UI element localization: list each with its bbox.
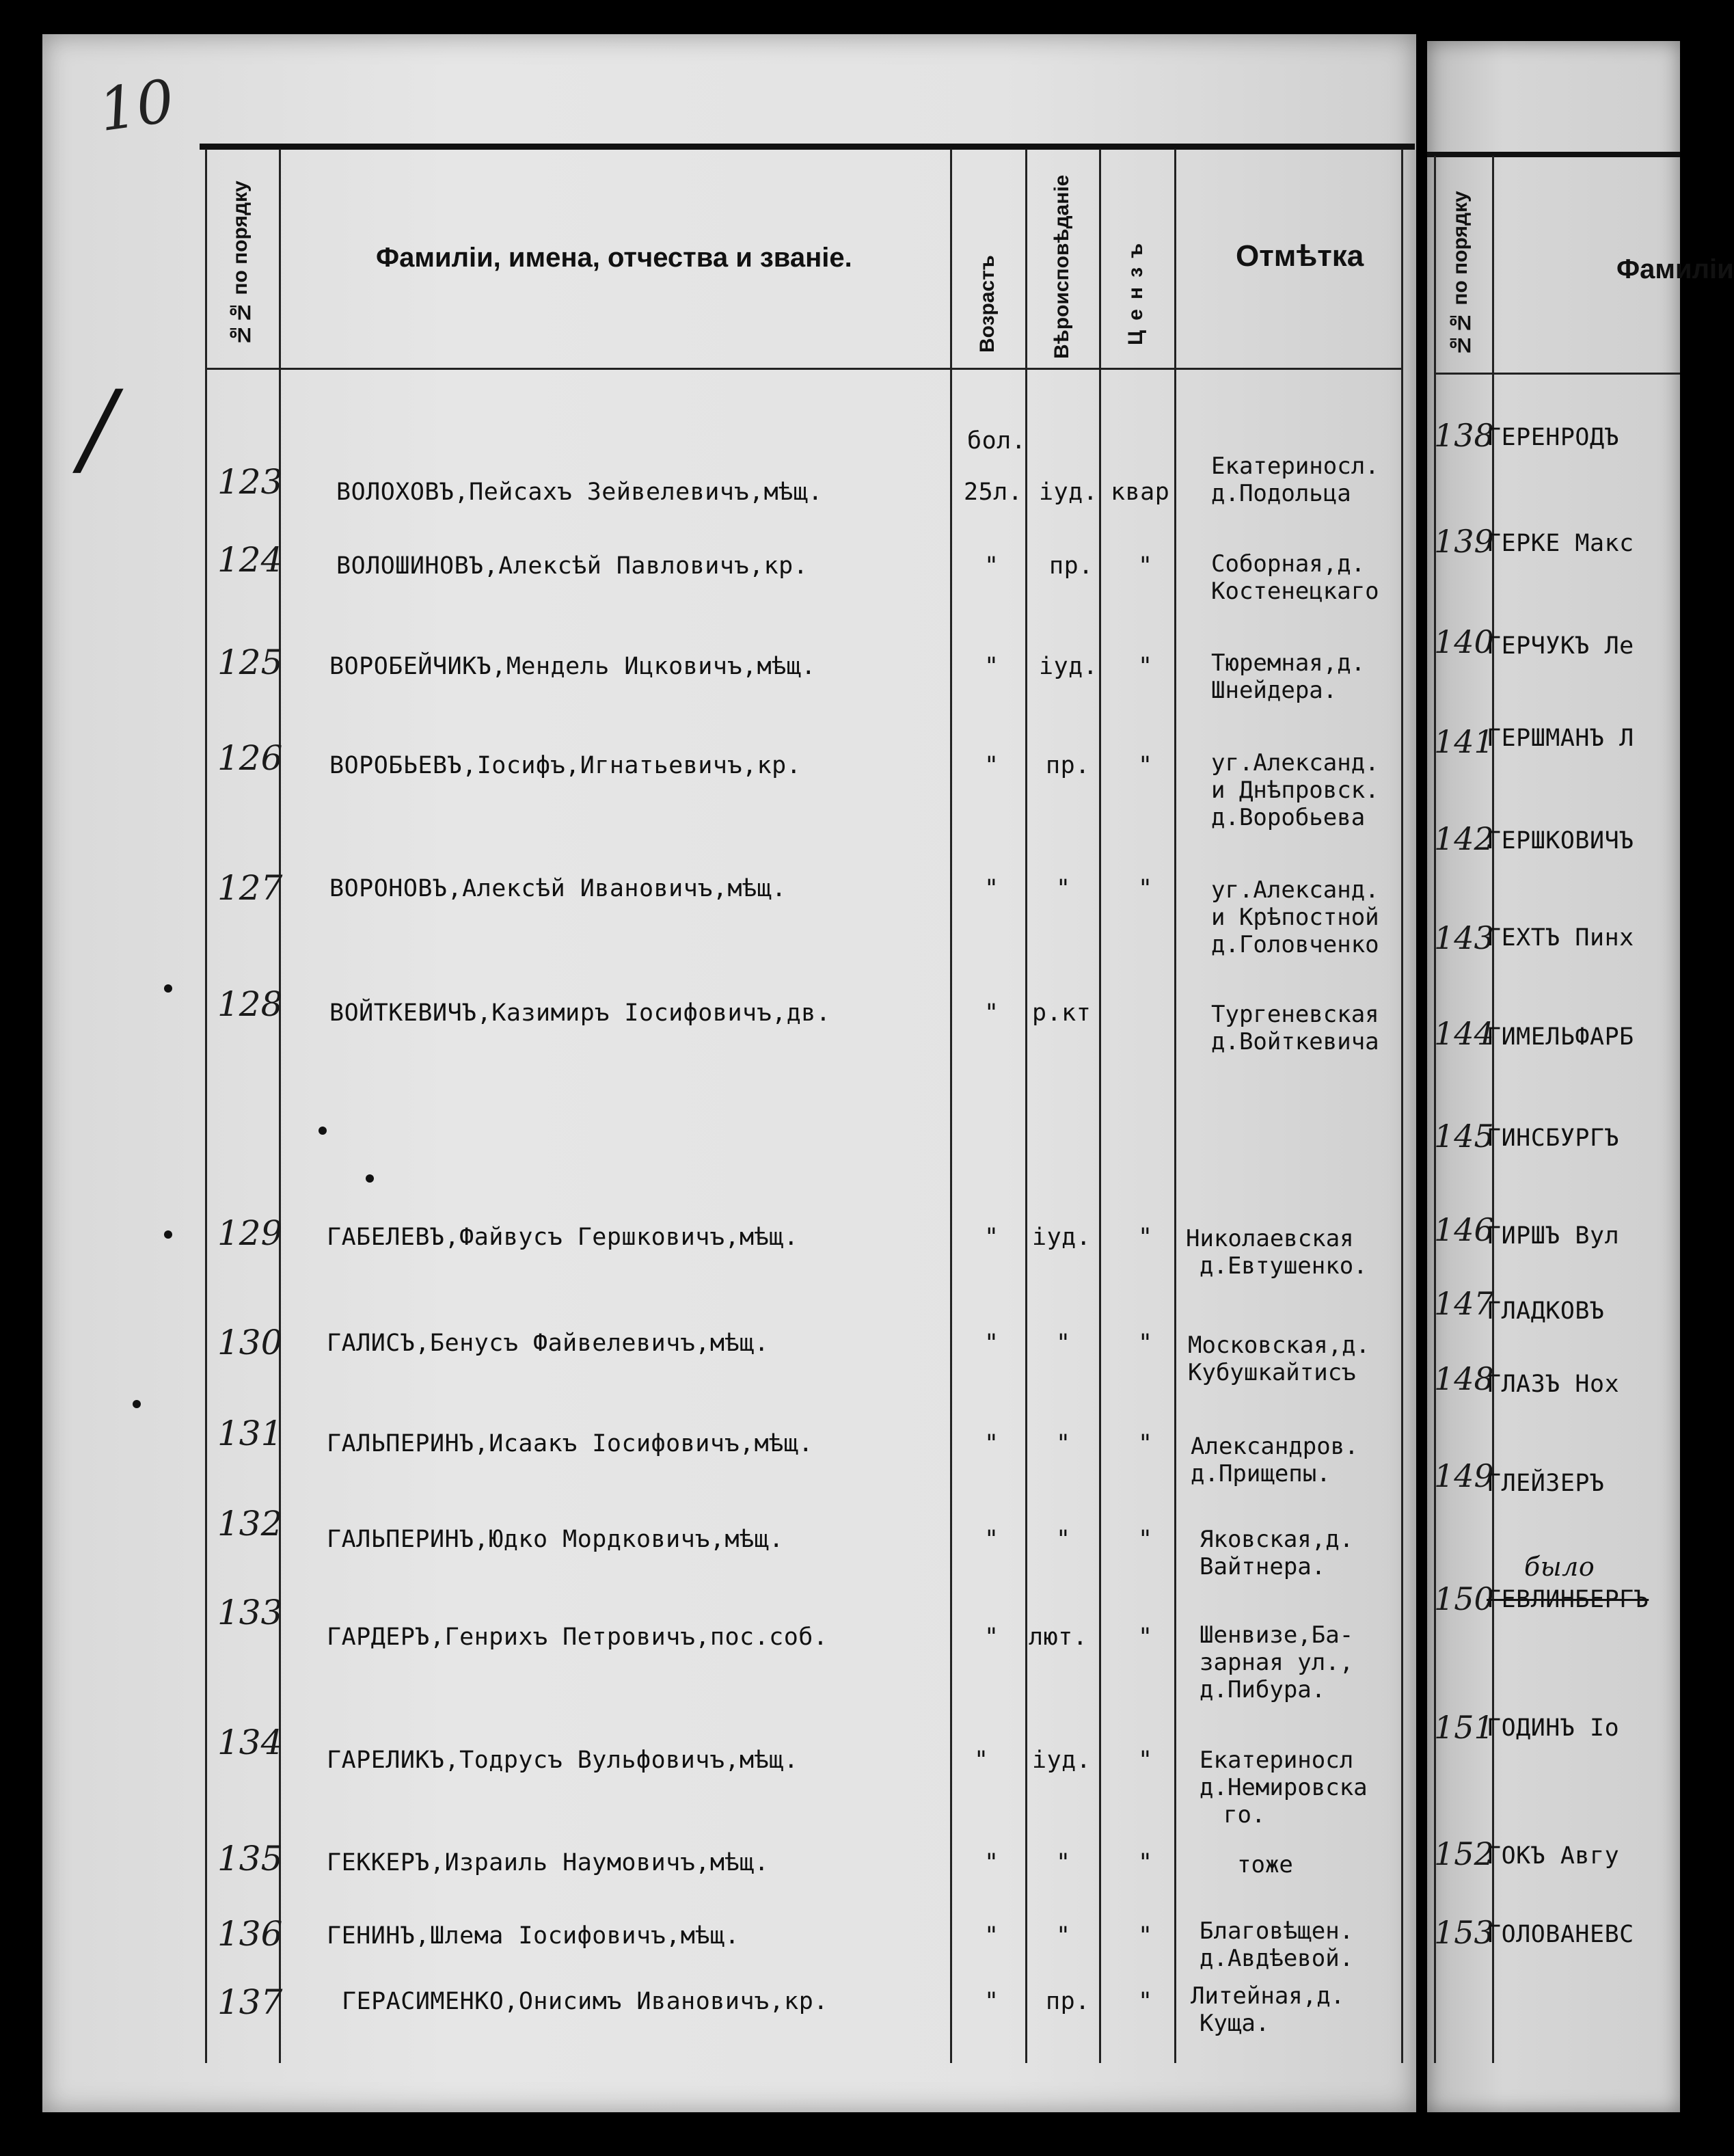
right-person-name: ГОКЪ Авгу bbox=[1487, 1842, 1620, 1870]
address-line: Екатериносл. bbox=[1211, 453, 1379, 480]
address-line: уг.Александ. bbox=[1211, 749, 1379, 777]
census-value: " bbox=[1138, 1922, 1153, 1950]
right-row-number: 142 bbox=[1434, 820, 1494, 857]
right-person-name: ГЕРЕНРОДЪ bbox=[1487, 424, 1620, 451]
age-value: " bbox=[984, 1224, 999, 1251]
right-person-name: ГОЛОВАНЕВС bbox=[1487, 1921, 1634, 1948]
right-row-number: 145 bbox=[1434, 1118, 1494, 1155]
row-number: 132 bbox=[217, 1504, 283, 1544]
right-row-number: 144 bbox=[1434, 1015, 1494, 1052]
address-line: д.Подольца bbox=[1211, 480, 1351, 507]
right-person-name: ГЕРЧУКЪ Ле bbox=[1487, 632, 1634, 660]
address-line: зарная ул., bbox=[1200, 1649, 1354, 1676]
religion-value: лют. bbox=[1029, 1623, 1088, 1651]
religion-value: " bbox=[1056, 1526, 1071, 1553]
address-line: Шнейдера. bbox=[1211, 677, 1338, 704]
religion-value: " bbox=[1056, 1430, 1071, 1457]
age-value: 25л. bbox=[964, 479, 1023, 506]
row-number: 126 bbox=[217, 738, 283, 778]
census-value: " bbox=[1138, 1224, 1153, 1251]
address-line: Тюремная,д. bbox=[1211, 649, 1366, 677]
religion-value: " bbox=[1056, 1330, 1071, 1357]
address-line: Яковская,д. bbox=[1200, 1526, 1354, 1553]
right-person-name: ГЕВЛИНБЕРГЪ bbox=[1487, 1586, 1649, 1613]
religion-value: р.кт bbox=[1032, 999, 1092, 1027]
row-number: 130 bbox=[217, 1323, 283, 1362]
row-number: 128 bbox=[217, 984, 283, 1024]
person-name: ГАЛЬПЕРИНЪ,Юдко Мордковичъ,мѣщ. bbox=[327, 1526, 784, 1553]
age-value: " bbox=[984, 1430, 999, 1457]
column-divider bbox=[205, 149, 207, 2063]
ink-dot bbox=[319, 1127, 327, 1135]
row-number: 135 bbox=[217, 1839, 283, 1878]
census-value: " bbox=[1138, 1623, 1153, 1651]
right-person-name: ГЕХТЪ Пинх bbox=[1487, 924, 1634, 952]
census-value: квар bbox=[1111, 479, 1170, 506]
religion-value: " bbox=[1056, 875, 1071, 902]
religion-value: іуд. bbox=[1032, 1747, 1092, 1774]
right-person-name: ГИРШЪ Вул bbox=[1487, 1222, 1620, 1250]
person-name: ВОРОБЬЕВЪ,Іосифъ,Игнатьевичъ,кр. bbox=[329, 752, 802, 779]
column-divider bbox=[1174, 149, 1176, 2063]
right-person-name: ГЕРШКОВИЧЪ bbox=[1487, 827, 1634, 854]
column-divider bbox=[279, 149, 281, 2063]
age-value: " bbox=[984, 752, 999, 779]
census-value: " bbox=[1138, 1849, 1153, 1876]
age-value: " bbox=[984, 1988, 999, 2015]
address-line: Вайтнера. bbox=[1200, 1553, 1326, 1580]
ink-dot bbox=[133, 1400, 141, 1408]
page-number: 10 bbox=[94, 66, 178, 146]
address-line: Кубушкайтисъ bbox=[1188, 1359, 1356, 1386]
right-person-name: ГЕРШМАНЪ Л bbox=[1487, 725, 1634, 752]
column-divider bbox=[1401, 149, 1403, 2063]
right-row-number: 141 bbox=[1434, 723, 1494, 760]
age-value: " bbox=[984, 1623, 999, 1651]
address-line: д.Войткевича bbox=[1211, 1028, 1379, 1055]
age-value: " bbox=[984, 653, 999, 680]
right-row-number: 139 bbox=[1434, 523, 1494, 560]
ink-dot bbox=[164, 984, 172, 993]
age-value: " bbox=[984, 1922, 999, 1950]
address-line: д.Немировска bbox=[1200, 1774, 1368, 1801]
address-line: Шенвизе,Ба- bbox=[1200, 1621, 1354, 1649]
address-line: го. bbox=[1223, 1801, 1266, 1829]
person-name: ВОЛОХОВЪ,Пейсахъ Зейвелевичъ,мѣщ. bbox=[336, 479, 823, 506]
age-qualifier: бол. bbox=[967, 427, 1027, 455]
handwritten-annotation: было bbox=[1524, 1552, 1595, 1582]
address-line: Костенецкаго bbox=[1211, 578, 1379, 605]
religion-value: іуд. bbox=[1039, 653, 1098, 680]
religion-value: пр. bbox=[1049, 552, 1094, 580]
person-name: ГАБЕЛЕВЪ,Файвусъ Гершковичъ,мѣщ. bbox=[327, 1224, 799, 1251]
address-line: Куща. bbox=[1200, 2010, 1270, 2037]
row-number: 127 bbox=[217, 868, 283, 908]
row-number: 137 bbox=[217, 1982, 283, 2022]
right-person-name: ГИНСБУРГЪ bbox=[1487, 1124, 1620, 1152]
row-number: 131 bbox=[217, 1414, 283, 1453]
address-line: Екатериносл bbox=[1200, 1747, 1354, 1774]
right-row-number: 152 bbox=[1434, 1835, 1494, 1872]
address-line: д.Головченко bbox=[1211, 931, 1379, 958]
age-value: " bbox=[984, 999, 999, 1027]
address-line: и Днѣпровск. bbox=[1211, 777, 1379, 804]
address-line: Московская,д. bbox=[1188, 1332, 1370, 1359]
header-number: №№ по порядку bbox=[229, 180, 252, 346]
person-name: ГАЛИСЪ,Бенусъ Файвелевичъ,мѣщ. bbox=[327, 1330, 770, 1357]
right-row-number: 146 bbox=[1434, 1211, 1494, 1248]
ink-dot bbox=[164, 1230, 172, 1239]
address-line: Александров. bbox=[1191, 1433, 1359, 1460]
row-number: 133 bbox=[217, 1593, 283, 1632]
right-table-top-rule bbox=[1427, 152, 1680, 157]
census-value: " bbox=[1138, 653, 1153, 680]
religion-value: іуд. bbox=[1039, 479, 1098, 506]
religion-value: " bbox=[1056, 1922, 1071, 1950]
person-name: ГАЛЬПЕРИНЪ,Исаакъ Іосифовичъ,мѣщ. bbox=[327, 1430, 813, 1457]
header-age: Возрастъ bbox=[976, 255, 999, 353]
person-name: ГЕНИНЪ,Шлема Іосифовичъ,мѣщ. bbox=[327, 1922, 740, 1950]
ink-dot bbox=[366, 1174, 374, 1183]
census-value: " bbox=[1138, 1988, 1153, 2015]
right-header-name: Фамиліи bbox=[1616, 254, 1734, 284]
religion-value: пр. bbox=[1046, 1988, 1090, 2015]
person-name: ВОРОБЕЙЧИКЪ,Мендель Ицковичъ,мѣщ. bbox=[329, 653, 816, 680]
right-row-number: 153 bbox=[1434, 1914, 1494, 1951]
header-note: Отмѣтка bbox=[1236, 239, 1364, 273]
age-value: " bbox=[984, 1526, 999, 1553]
address-line: Тургеневская bbox=[1211, 1001, 1379, 1028]
right-person-name: ГЕРКЕ Макс bbox=[1487, 530, 1634, 557]
address-line: и Крѣпостной bbox=[1211, 904, 1379, 931]
row-number: 125 bbox=[217, 643, 283, 682]
age-value: " bbox=[984, 1849, 999, 1876]
census-value: " bbox=[1138, 1747, 1153, 1774]
address-line: Николаевская bbox=[1186, 1225, 1354, 1252]
age-value: " bbox=[984, 552, 999, 580]
address-line: уг.Александ. bbox=[1211, 876, 1379, 904]
address-line: Благовѣщен. bbox=[1200, 1917, 1354, 1945]
row-number: 129 bbox=[217, 1213, 283, 1253]
religion-value: пр. bbox=[1046, 752, 1090, 779]
person-name: ГЕККЕРЪ,Израиль Наумовичъ,мѣщ. bbox=[327, 1849, 770, 1876]
right-person-name: ГЛАДКОВЪ bbox=[1487, 1297, 1605, 1325]
column-divider bbox=[950, 149, 952, 2063]
right-row-number: 140 bbox=[1434, 623, 1494, 660]
address-line: Литейная,д. bbox=[1191, 1982, 1345, 2010]
header-religion: Вѣроисповѣданіе bbox=[1051, 174, 1073, 359]
age-value: " bbox=[974, 1747, 989, 1774]
right-row-number: 147 bbox=[1434, 1285, 1494, 1322]
person-name: ВОЙТКЕВИЧЪ,Казимиръ Іосифовичъ,дв. bbox=[329, 999, 831, 1027]
row-number: 136 bbox=[217, 1914, 283, 1954]
census-value: " bbox=[1138, 752, 1153, 779]
person-name: ВОРОНОВЪ,Алексѣй Ивановичъ,мѣщ. bbox=[329, 875, 787, 902]
table-top-rule bbox=[200, 144, 1415, 150]
right-person-name: ГОДИНЪ Іо bbox=[1487, 1714, 1620, 1742]
address-line: д.Воробьева bbox=[1211, 804, 1366, 831]
person-name: ГЕРАСИМЕНКО,Онисимъ Ивановичъ,кр. bbox=[342, 1988, 828, 2015]
address-line: тоже bbox=[1237, 1851, 1293, 1878]
person-name: ВОЛОШИНОВЪ,Алексѣй Павловичъ,кр. bbox=[336, 552, 809, 580]
right-header-number: №№ по порядку bbox=[1449, 191, 1472, 356]
address-line: д.Авдѣевой. bbox=[1200, 1945, 1354, 1972]
religion-value: іуд. bbox=[1032, 1224, 1092, 1251]
census-value: " bbox=[1138, 1526, 1153, 1553]
row-number: 134 bbox=[217, 1723, 283, 1762]
right-row-number: 149 bbox=[1434, 1457, 1494, 1494]
right-header-bottom-rule bbox=[1434, 373, 1680, 375]
row-number: 123 bbox=[217, 462, 283, 502]
census-value: " bbox=[1138, 1430, 1153, 1457]
census-value: " bbox=[1138, 1330, 1153, 1357]
header-name: Фамиліи, имена, отчества и званіе. bbox=[376, 243, 852, 273]
right-person-name: ГЛЕЙЗЕРЪ bbox=[1487, 1470, 1605, 1497]
right-row-number: 150 bbox=[1434, 1580, 1494, 1617]
person-name: ГАРЕЛИКЪ,Тодрусъ Вульфовичъ,мѣщ. bbox=[327, 1747, 799, 1774]
address-line: д.Пибура. bbox=[1200, 1676, 1326, 1703]
address-line: Соборная,д. bbox=[1211, 550, 1366, 578]
person-name: ГАРДЕРЪ,Генрихъ Петровичъ,пос.соб. bbox=[327, 1623, 828, 1651]
header-bottom-rule bbox=[205, 368, 1403, 370]
age-value: " bbox=[984, 875, 999, 902]
census-value: " bbox=[1138, 875, 1153, 902]
row-number: 124 bbox=[217, 540, 283, 580]
census-value: " bbox=[1138, 552, 1153, 580]
header-census: Цензъ bbox=[1124, 233, 1147, 345]
right-row-number: 148 bbox=[1434, 1360, 1494, 1397]
right-row-number: 151 bbox=[1434, 1709, 1494, 1746]
right-row-number: 138 bbox=[1434, 417, 1494, 454]
address-line: д.Прищепы. bbox=[1191, 1460, 1331, 1487]
religion-value: " bbox=[1056, 1849, 1071, 1876]
address-line: д.Евтушенко. bbox=[1200, 1252, 1368, 1280]
age-value: " bbox=[984, 1330, 999, 1357]
right-person-name: ГЛАЗЪ Нох bbox=[1487, 1371, 1620, 1398]
column-divider bbox=[1099, 149, 1101, 2063]
right-row-number: 143 bbox=[1434, 919, 1494, 956]
right-person-name: ГИМЕЛЬФАРБ bbox=[1487, 1023, 1634, 1051]
margin-stroke-mark: / bbox=[81, 369, 116, 488]
